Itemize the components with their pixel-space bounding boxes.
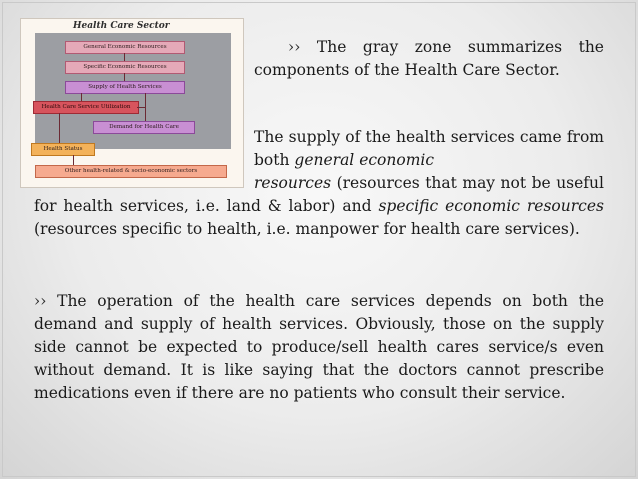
diagram-title: Health Care Sector bbox=[73, 21, 170, 31]
health-status-box: Health Status bbox=[31, 143, 95, 156]
supply-of-health-services-box: Supply of Health Services bbox=[65, 81, 185, 94]
arrow-general-to-specific bbox=[124, 53, 125, 61]
general-economic-resources-box: General Economic Resources bbox=[65, 41, 185, 54]
specific-economic-resources-box: Specific Economic Resources bbox=[65, 61, 185, 74]
paragraph-supply-body bbox=[34, 172, 604, 241]
arrow-specific-to-supply bbox=[124, 73, 125, 81]
paragraph-operation bbox=[34, 290, 604, 405]
specific-term: specific bbox=[378, 197, 439, 215]
specific-economic-resources-term: economic resources bbox=[445, 197, 604, 215]
arrow-supply-to-utilization bbox=[81, 93, 82, 101]
general-economic-term: general economic bbox=[294, 151, 435, 169]
bullet-1: ›› bbox=[288, 38, 301, 56]
arrow-demand-to-utilization bbox=[137, 107, 145, 108]
paragraph-operation-text: The operation of the health care services depends on both the demand and supply of health services. Obviously, those on the supply side cannot be expected to produce/sell health cares service/s even without demand. It is like saying that the doctors cannot prescribe medications even if there are no patients who consult their service. bbox=[34, 292, 604, 402]
demand-for-health-care-box: Demand for Health Care bbox=[93, 121, 195, 134]
paragraph-supply-top bbox=[254, 126, 604, 172]
paragraph-gray-zone-text: The gray zone summarizes the components of the Health Care Sector. bbox=[254, 38, 604, 79]
arrow-demand-to-supply bbox=[145, 93, 146, 121]
supply-text-b: (resources that may not be useful for health services, i.e. land & labor) and bbox=[34, 174, 604, 215]
arrow-status-to-other bbox=[73, 155, 74, 165]
supply-text-a: The supply of the health services came from both bbox=[254, 128, 604, 169]
resources-term: resources bbox=[254, 174, 332, 192]
health-care-sector-diagram bbox=[20, 18, 244, 188]
health-care-service-utilization-box: Health Care Service Utilization bbox=[33, 101, 139, 114]
other-sectors-box: Other health-related & socio-economic sectors bbox=[35, 165, 227, 178]
supply-text-c: (resources specific to health, i.e. manpower for health care services). bbox=[34, 220, 580, 238]
arrow-utilization-to-status bbox=[59, 113, 60, 143]
paragraph-gray-zone bbox=[254, 36, 604, 82]
bullet-2: ›› bbox=[34, 292, 47, 310]
